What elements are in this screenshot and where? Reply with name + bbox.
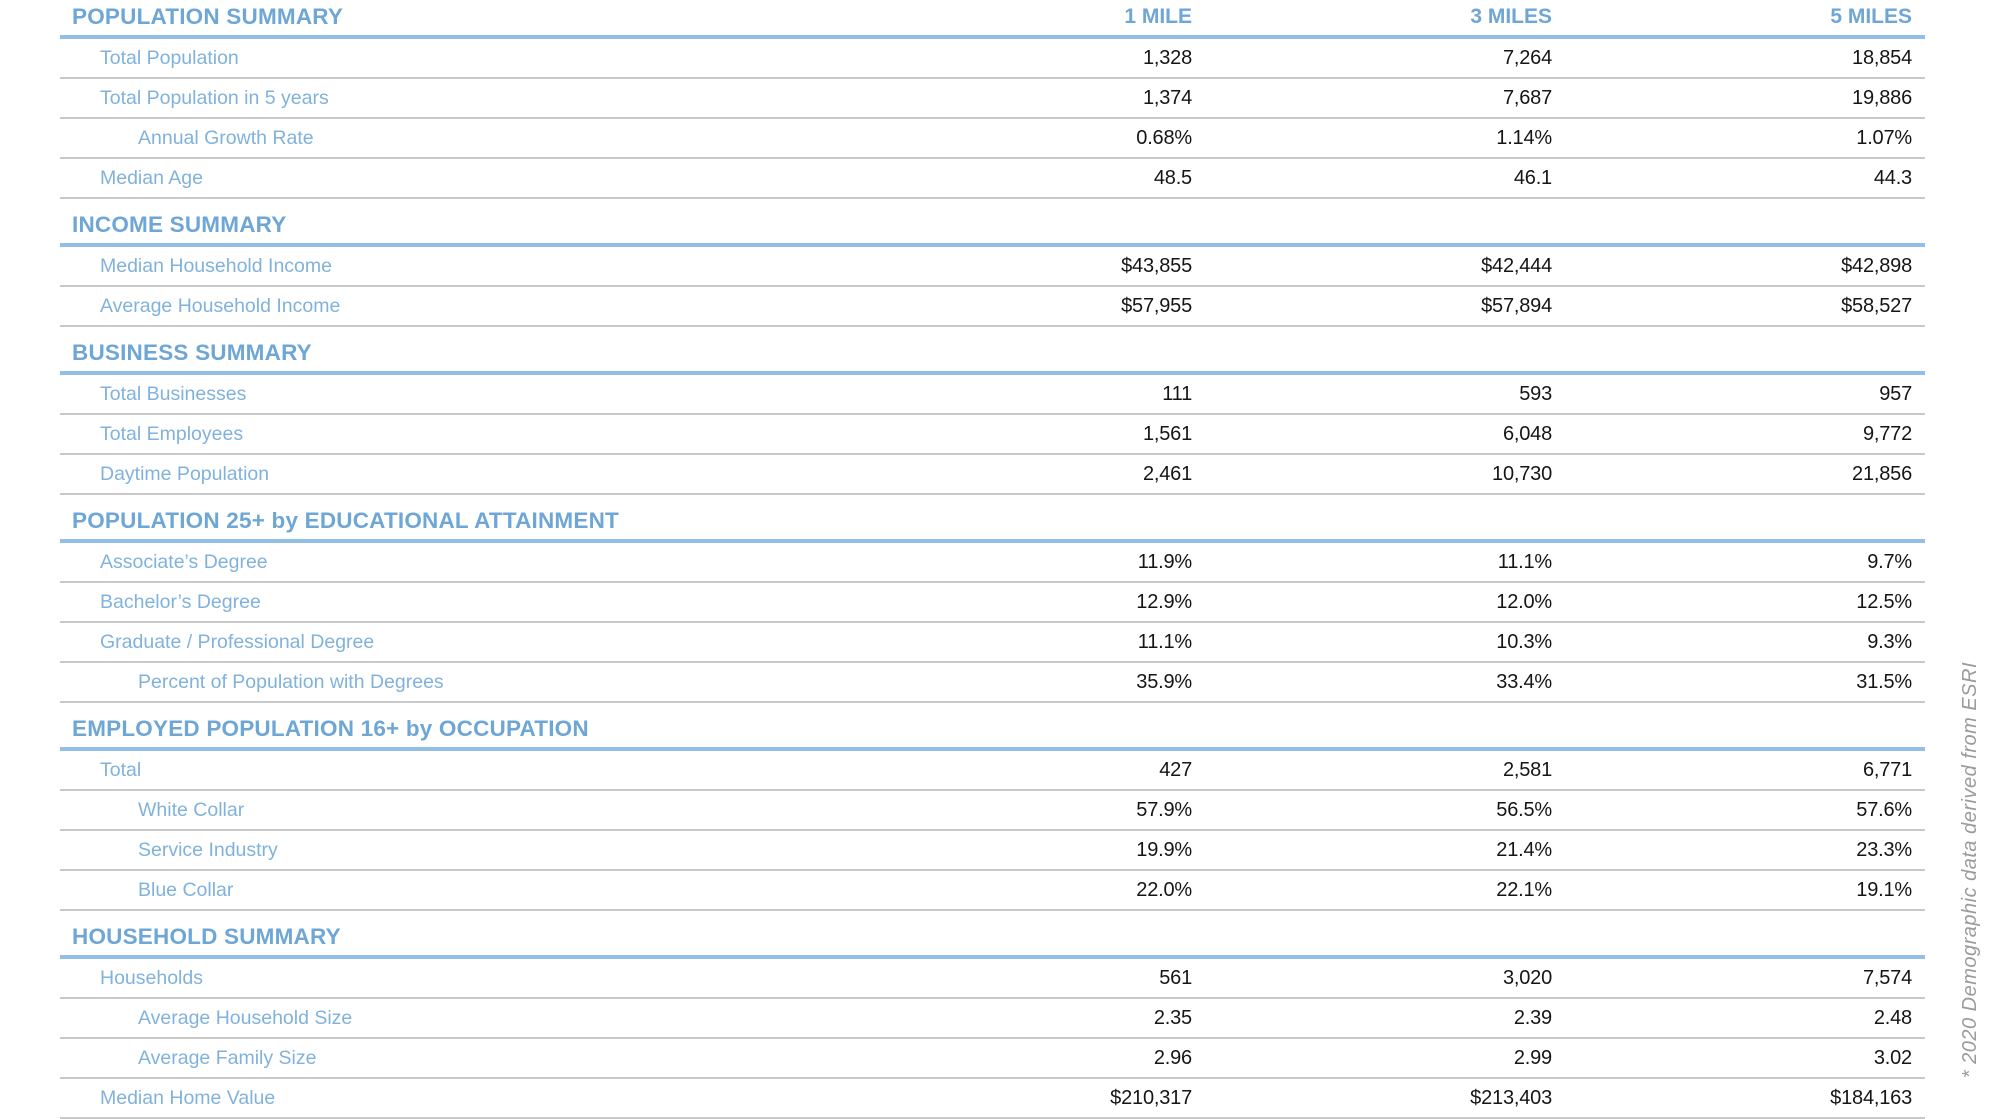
row-value: 48.5 — [1153, 166, 1192, 189]
row-value: 7,264 — [1502, 46, 1552, 69]
section-header — [60, 924, 1925, 959]
row-value: 18,854 — [1852, 46, 1912, 69]
table-section — [60, 212, 1925, 327]
row-value: 6,771 — [1862, 758, 1912, 781]
row-value: 12.0% — [1496, 590, 1552, 613]
table-row — [60, 751, 1925, 791]
row-label: Median Age — [100, 166, 203, 189]
row-label: Percent of Population with Degrees — [138, 670, 444, 693]
row-value: 111 — [1162, 382, 1192, 405]
column-header: 5 MILES — [1830, 5, 1912, 28]
row-label: Service Industry — [138, 838, 278, 861]
row-value: 46.1 — [1513, 166, 1552, 189]
section-header — [60, 0, 1925, 39]
row-value: 21.4% — [1496, 838, 1552, 861]
row-value: 1,561 — [1142, 422, 1192, 445]
row-value: 57.6% — [1856, 798, 1912, 821]
row-value: 33.4% — [1496, 670, 1552, 693]
row-label: Average Household Income — [100, 294, 341, 317]
table-row — [60, 39, 1925, 79]
row-value: 6,048 — [1502, 422, 1552, 445]
row-value: $210,317 — [1110, 1086, 1192, 1109]
row-label: Average Family Size — [138, 1046, 317, 1069]
table-row — [60, 415, 1925, 455]
row-value: 3.02 — [1873, 1046, 1912, 1069]
row-value: 10,730 — [1492, 462, 1552, 485]
row-value: 593 — [1519, 382, 1552, 405]
demographics-table — [60, 0, 1925, 1119]
row-value: $43,855 — [1121, 254, 1192, 277]
row-value: 56.5% — [1496, 798, 1552, 821]
table-row — [60, 663, 1925, 703]
row-value: 2.35 — [1153, 1006, 1192, 1029]
column-header: 1 MILE — [1124, 5, 1192, 28]
row-value: 9.3% — [1867, 630, 1912, 653]
row-value: 1.07% — [1856, 126, 1912, 149]
row-value: 35.9% — [1136, 670, 1192, 693]
row-value: 22.1% — [1496, 878, 1552, 901]
row-value: 11.1% — [1497, 550, 1552, 573]
table-row — [60, 791, 1925, 831]
row-value: 19.9% — [1136, 838, 1192, 861]
row-value: 2,461 — [1142, 462, 1192, 485]
row-value: 10.3% — [1496, 630, 1552, 653]
column-header: 3 MILES — [1470, 5, 1552, 28]
row-label: Total — [100, 758, 142, 781]
section-title: EMPLOYED POPULATION 16+ by OCCUPATION — [72, 716, 589, 741]
row-label: Median Household Income — [100, 254, 332, 277]
row-value: 2.96 — [1153, 1046, 1192, 1069]
row-label: Total Employees — [100, 422, 244, 445]
row-value: 11.9% — [1137, 550, 1192, 573]
table-row — [60, 623, 1925, 663]
footnote: * 2020 Demographic data derived from ESRI — [1959, 661, 1981, 1078]
table-row — [60, 543, 1925, 583]
row-label: Households — [100, 966, 203, 989]
row-value: 2,581 — [1502, 758, 1552, 781]
row-value: 1,374 — [1142, 86, 1192, 109]
table-section — [60, 340, 1925, 495]
section-title: BUSINESS SUMMARY — [72, 340, 312, 365]
row-value: 57.9% — [1136, 798, 1192, 821]
row-value: 1,328 — [1142, 46, 1192, 69]
table-row — [60, 159, 1925, 199]
row-label: Total Population — [100, 46, 239, 69]
row-value: 2.48 — [1873, 1006, 1912, 1029]
section-title: POPULATION SUMMARY — [72, 4, 344, 29]
table-section — [60, 0, 1925, 199]
table-row — [60, 1079, 1925, 1119]
row-value: $42,444 — [1481, 254, 1552, 277]
row-value: 7,687 — [1502, 86, 1552, 109]
row-value: 31.5% — [1856, 670, 1912, 693]
row-value: 21,856 — [1852, 462, 1912, 485]
row-value: 9,772 — [1862, 422, 1912, 445]
table-row — [60, 583, 1925, 623]
section-title: HOUSEHOLD SUMMARY — [72, 924, 341, 949]
table-row — [60, 871, 1925, 911]
row-value: $213,403 — [1470, 1086, 1552, 1109]
row-value: 7,574 — [1862, 966, 1912, 989]
row-value: $58,527 — [1841, 294, 1912, 317]
section-header — [60, 340, 1925, 375]
table-section — [60, 508, 1925, 703]
row-label: White Collar — [138, 798, 245, 821]
table-row — [60, 999, 1925, 1039]
row-label: Average Household Size — [138, 1006, 353, 1029]
section-header — [60, 508, 1925, 543]
table-row — [60, 287, 1925, 327]
row-value: 0.68% — [1136, 126, 1192, 149]
row-value: $57,955 — [1121, 294, 1192, 317]
row-label: Total Businesses — [100, 382, 247, 405]
table-row — [60, 375, 1925, 415]
section-header — [60, 212, 1925, 247]
row-value: 2.39 — [1513, 1006, 1552, 1029]
row-value: 12.5% — [1856, 590, 1912, 613]
section-title: POPULATION 25+ by EDUCATIONAL ATTAINMENT — [72, 508, 619, 533]
row-value: 12.9% — [1136, 590, 1192, 613]
table-row — [60, 455, 1925, 495]
row-value: 3,020 — [1502, 966, 1552, 989]
section-title: INCOME SUMMARY — [72, 212, 287, 237]
table-section — [60, 924, 1925, 1119]
row-value: 2.99 — [1513, 1046, 1552, 1069]
row-value: 44.3 — [1873, 166, 1912, 189]
row-value: $57,894 — [1481, 294, 1552, 317]
row-value: 23.3% — [1856, 838, 1912, 861]
row-label: Total Population in 5 years — [100, 86, 329, 109]
section-header — [60, 716, 1925, 751]
row-label: Blue Collar — [138, 878, 234, 901]
row-value: $184,163 — [1830, 1086, 1912, 1109]
row-value: $42,898 — [1841, 254, 1912, 277]
table-row — [60, 959, 1925, 999]
row-label: Associate’s Degree — [100, 550, 268, 573]
row-label: Graduate / Professional Degree — [100, 630, 375, 653]
table-row — [60, 247, 1925, 287]
row-value: 1.14% — [1496, 126, 1552, 149]
table-row — [60, 79, 1925, 119]
row-value: 427 — [1159, 758, 1192, 781]
row-value: 957 — [1879, 382, 1912, 405]
table-row — [60, 119, 1925, 159]
row-label: Daytime Population — [100, 462, 270, 485]
row-value: 9.7% — [1867, 550, 1912, 573]
row-label: Annual Growth Rate — [138, 126, 314, 149]
row-value: 19.1% — [1856, 878, 1912, 901]
table-row — [60, 1039, 1925, 1079]
table-row — [60, 831, 1925, 871]
table-section — [60, 716, 1925, 911]
row-label: Bachelor’s Degree — [100, 590, 261, 613]
row-value: 561 — [1159, 966, 1192, 989]
row-value: 19,886 — [1852, 86, 1912, 109]
row-value: 22.0% — [1136, 878, 1192, 901]
row-value: 11.1% — [1137, 630, 1192, 653]
row-label: Median Home Value — [100, 1086, 276, 1109]
